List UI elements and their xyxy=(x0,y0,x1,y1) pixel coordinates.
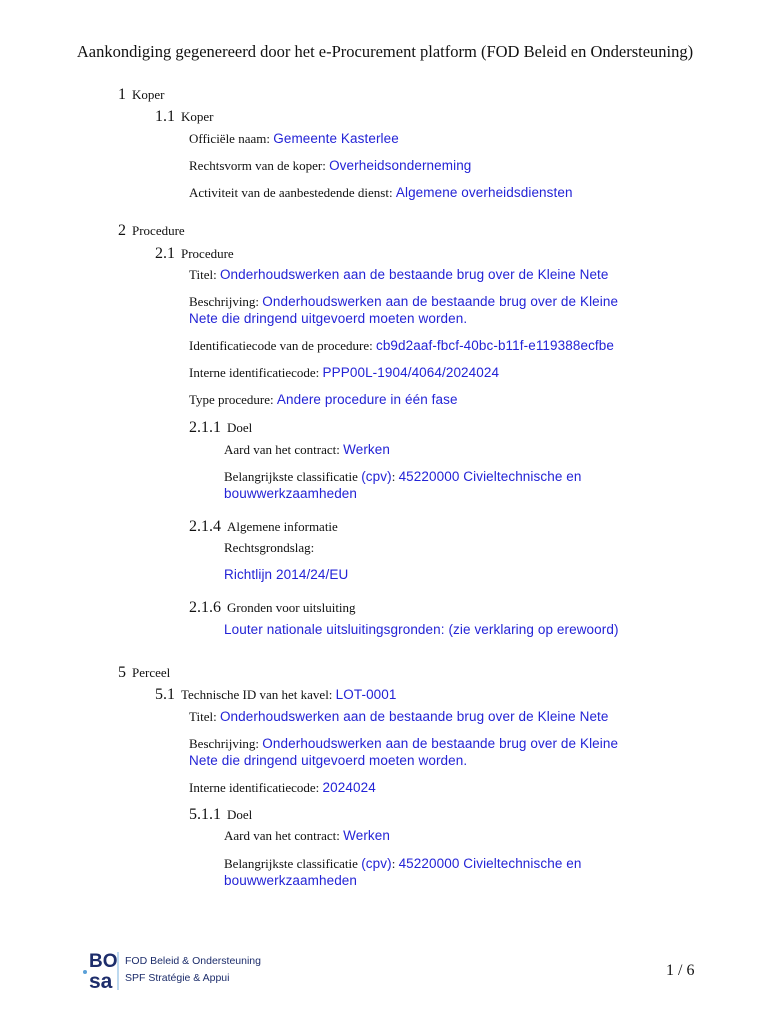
field-lot-contract-nature xyxy=(224,827,390,844)
section-5-heading xyxy=(118,664,170,682)
section-number: 2 xyxy=(118,222,126,239)
section-number: 5 xyxy=(118,664,126,681)
field-label: Interne identificatiecode: xyxy=(189,365,320,380)
lot-id-value: LOT-0001 xyxy=(335,687,397,702)
field-legal-basis-value xyxy=(224,566,348,583)
field-label: Officiële naam: xyxy=(189,131,270,146)
section-number: 1.1 xyxy=(155,108,175,125)
field-procedure-type xyxy=(189,391,458,408)
section-title: Procedure xyxy=(132,223,185,238)
field-lot-description xyxy=(189,735,649,769)
section-title: Technische ID van het kavel: xyxy=(181,687,333,702)
section-number: 5.1.1 xyxy=(189,806,221,823)
field-description xyxy=(189,293,649,327)
field-label: Identificatiecode van de procedure: xyxy=(189,338,373,353)
section-number: 5.1 xyxy=(155,686,175,703)
field-label: Beschrijving: xyxy=(189,736,260,751)
org-name-fr: SPF Stratégie & Appui xyxy=(125,972,230,984)
page-number: 1 / 6 xyxy=(666,962,695,979)
section-2-heading xyxy=(118,222,185,240)
field-colon: : xyxy=(391,469,396,484)
field-internal-id xyxy=(189,364,499,381)
field-value: 45220000 Civieltechnische en bouwwerkzaamheden xyxy=(224,469,582,501)
section-title: Algemene informatie xyxy=(227,519,338,534)
field-legal-basis-label xyxy=(224,539,314,556)
field-label: Titel: xyxy=(189,709,217,724)
section-title: Procedure xyxy=(181,246,234,261)
field-value: Gemeente Kasterlee xyxy=(273,131,399,146)
field-official-name xyxy=(189,130,399,147)
section-2-1-heading xyxy=(155,245,234,263)
section-title: Doel xyxy=(227,420,253,435)
field-label: Beschrijving: xyxy=(189,294,260,309)
field-value: Onderhoudswerken aan de bestaande brug over de Kleine Nete die dringend uitgevoerd moeten worden. xyxy=(189,736,619,768)
field-procedure-id xyxy=(189,337,614,354)
field-contract-nature xyxy=(224,441,390,458)
field-label: Type procedure: xyxy=(189,392,274,407)
section-number: 2.1.4 xyxy=(189,518,221,535)
field-value: Onderhoudswerken aan de bestaande brug over de Kleine Nete xyxy=(219,267,609,282)
field-value: Onderhoudswerken aan de bestaande brug over de Kleine Nete xyxy=(219,709,609,724)
section-title: Koper xyxy=(132,87,165,102)
field-title xyxy=(189,266,609,283)
field-value: Overheidsonderneming xyxy=(329,158,472,173)
field-value: Werken xyxy=(343,442,390,457)
field-activity xyxy=(189,184,573,201)
field-label: Titel: xyxy=(189,267,217,282)
field-value: Onderhoudswerken aan de bestaande brug over de Kleine Nete die dringend uitgevoerd moeten worden. xyxy=(189,294,619,326)
logo-dot-icon xyxy=(83,970,87,974)
field-value: cb9d2aaf-fbcf-40bc-b11f-e119388ecfbe xyxy=(375,338,614,353)
bosa-logo xyxy=(82,948,272,999)
section-title: Gronden voor uitsluiting xyxy=(227,600,356,615)
field-label: Aard van het contract: xyxy=(224,442,340,457)
field-value: PPP00L-1904/4064/2024024 xyxy=(322,365,500,380)
section-title: Koper xyxy=(181,109,214,124)
logo-top-text: BO xyxy=(89,951,118,972)
section-2-1-1-heading xyxy=(189,419,252,437)
field-lot-internal-id xyxy=(189,779,376,796)
section-5-1-heading xyxy=(155,686,397,704)
field-value: Andere procedure in één fase xyxy=(276,392,458,407)
field-label: Belangrijkste classificatie xyxy=(224,856,362,871)
section-title: Doel xyxy=(227,807,253,822)
section-number: 2.1 xyxy=(155,245,175,262)
section-1-1-heading xyxy=(155,108,214,126)
page-header: Aankondiging gegenereerd door het e-Procurement platform (FOD Beleid en Ondersteuning) xyxy=(76,42,694,61)
section-title: Perceel xyxy=(132,665,171,680)
field-legal-form xyxy=(189,157,471,174)
field-value: Werken xyxy=(343,828,390,843)
field-label: Interne identificatiecode: xyxy=(189,780,320,795)
section-number: 2.1.6 xyxy=(189,599,221,616)
section-number: 2.1.1 xyxy=(189,419,221,436)
field-lot-main-classification xyxy=(224,855,624,889)
section-2-1-6-heading xyxy=(189,599,356,617)
bosa-logo-graphic xyxy=(82,948,272,994)
field-value: Richtlijn 2014/24/EU xyxy=(224,567,349,582)
cpv-label: (cpv) xyxy=(361,856,392,871)
field-exclusion-grounds xyxy=(224,621,619,638)
field-colon: : xyxy=(391,856,396,871)
field-lot-title xyxy=(189,708,609,725)
field-label: Rechtsgrondslag: xyxy=(224,540,315,555)
field-label: Belangrijkste classificatie xyxy=(224,469,362,484)
field-main-classification xyxy=(224,468,624,502)
field-label: Activiteit van de aanbestedende dienst: xyxy=(189,185,393,200)
field-value: 2024024 xyxy=(322,780,376,795)
field-value: 45220000 Civieltechnische en bouwwerkzaamheden xyxy=(224,856,582,888)
cpv-label: (cpv) xyxy=(361,469,392,484)
org-name-nl: FOD Beleid & Ondersteuning xyxy=(125,955,261,967)
section-number: 1 xyxy=(118,86,126,103)
section-1-heading xyxy=(118,86,165,104)
field-value: Louter nationale uitsluitingsgronden: (zie verklaring op erewoord) xyxy=(224,622,619,637)
field-label: Aard van het contract: xyxy=(224,828,340,843)
field-value: Algemene overheidsdiensten xyxy=(395,185,573,200)
section-5-1-1-heading xyxy=(189,806,252,824)
logo-bottom-text: sa xyxy=(89,970,113,993)
field-label: Rechtsvorm van de koper: xyxy=(189,158,326,173)
section-2-1-4-heading xyxy=(189,518,338,536)
